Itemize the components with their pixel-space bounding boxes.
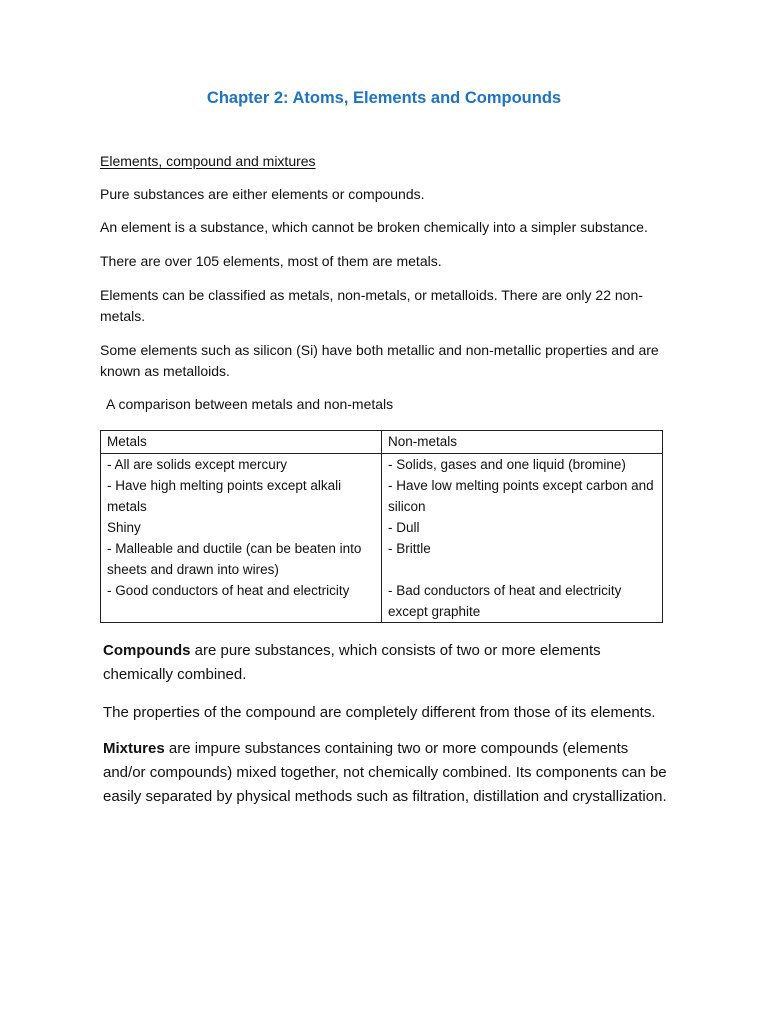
spacer [107,601,375,622]
section-heading: Elements, compound and mixtures [100,153,316,169]
paragraph-element-definition: An element is a substance, which cannot be broken chemically into a simpler substance. [100,219,648,235]
chapter-title: Chapter 2: Atoms, Elements and Compounds [206,89,562,107]
mixtures-text: are impure substances containing two or more compounds (elements and/or compounds) mixed together, not chemically combined. Its components can be easily separated by physical methods such as filtration, distillation and crystallization. [103,740,667,805]
metals-property: - Good conductors of heat and electricity [107,583,350,598]
paragraph-pure-substances: Pure substances are either elements or compounds. [100,186,425,202]
compounds-term: Compounds [103,642,191,659]
spacer [388,559,656,580]
paragraph-element-count: There are over 105 elements, most of them are metals. [100,253,442,269]
metals-property: - Malleable and ductile (can be beaten into sheets and drawn into wires) [107,541,362,577]
metals-cell [101,454,382,623]
non-metals-property: - Dull [388,520,420,535]
compounds-text: are pure substances, which consists of two or more elements chemically combined. [103,642,601,683]
non-metals-property: - Bad conductors of heat and electricity except graphite [388,583,622,619]
header-metals: Metals [101,431,382,454]
comparison-table [100,430,663,623]
metals-property: Shiny [107,520,141,535]
paragraph-metalloids: Some elements such as silicon (Si) have both metallic and non-metallic properties and are known as metalloids. [100,342,659,379]
table-caption: A comparison between metals and non-metals [106,396,394,412]
header-non-metals: Non-metals [382,431,663,454]
non-metals-property: - Have low melting points except carbon and silicon [388,478,654,514]
non-metals-cell [382,454,663,623]
metals-property: - Have high melting points except alkali metals [107,478,342,514]
table-header-row [101,431,663,454]
paragraph-mixtures [103,737,673,809]
non-metals-property: - Solids, gases and one liquid (bromine) [388,457,626,472]
paragraph-compounds [103,639,659,687]
paragraph-compound-properties: The properties of the compound are completely different from those of its elements. [103,704,656,721]
non-metals-property: - Brittle [388,541,431,556]
mixtures-term: Mixtures [103,740,165,757]
paragraph-classification: Elements can be classified as metals, non-metals, or metalloids. There are only 22 non-metals. [100,287,643,324]
metals-property: - All are solids except mercury [107,457,288,472]
table-row [101,454,663,623]
